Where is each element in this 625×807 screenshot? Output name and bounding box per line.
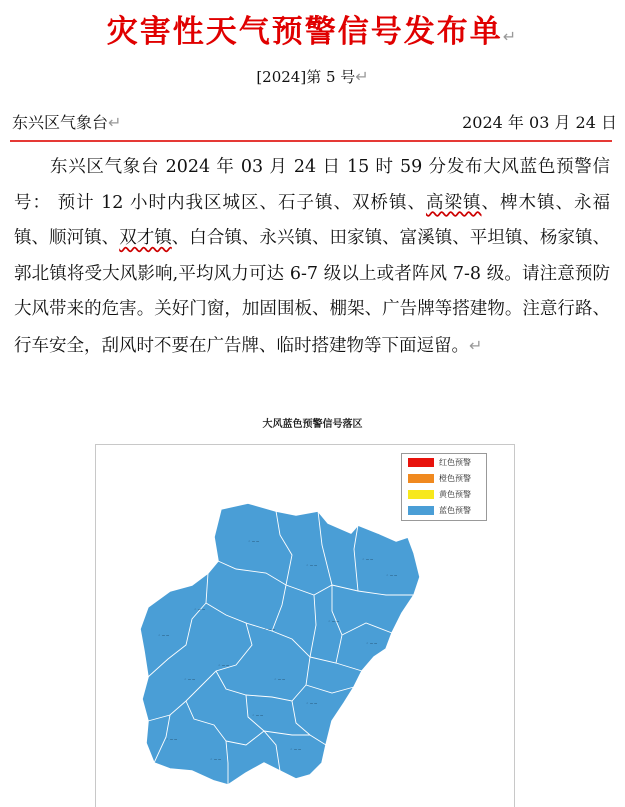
paragraph-mark-icon: ↵	[502, 27, 519, 46]
district-outline	[140, 503, 420, 785]
paragraph-mark-icon: ↵	[108, 113, 122, 132]
legend-item-yellow	[402, 487, 486, 502]
issuer-name: 东兴区气象台↵	[12, 113, 122, 132]
town-label: ◦ ─ ─	[264, 628, 275, 633]
town-label: ◦ ─ ─	[328, 620, 339, 625]
town-label: ◦ ─ ─	[194, 608, 205, 613]
town-label: ◦ ─ ─	[210, 758, 221, 763]
town-label: ◦ ─ ─	[306, 564, 317, 569]
legend-label-red: 红色预警	[439, 458, 471, 467]
town-label: ◦ ─ ─	[274, 678, 285, 683]
issue-date: 2024 年 03 月 24 日	[462, 113, 617, 132]
town-label: ◦ ─ ─	[290, 748, 301, 753]
town-spellcheck-a: 高梁镇	[425, 192, 482, 213]
map-title: 大风蓝色预警信号落区	[262, 419, 363, 430]
town-label: ◦ ─ ─	[366, 642, 377, 647]
legend-label-yellow: 黄色预警	[439, 490, 471, 499]
legend-swatch-yellow	[408, 490, 434, 499]
document-title: 灾害性天气预警信号发布单↵	[106, 14, 519, 50]
legend-item-orange	[402, 471, 486, 486]
legend-swatch-orange	[408, 474, 434, 483]
town-label: ◦ ─ ─	[158, 634, 169, 639]
legend-swatch-blue	[408, 506, 434, 515]
warning-area-map	[95, 444, 515, 807]
header-divider	[10, 140, 612, 142]
paragraph-mark-icon: ↵	[355, 67, 369, 86]
legend-label-blue: 蓝色预警	[439, 506, 471, 515]
legend-item-blue	[402, 503, 486, 518]
town-label: ◦ ─ ─	[248, 540, 259, 545]
town-label: ◦ ─ ─	[218, 664, 229, 669]
paragraph-mark-icon: ↵	[469, 335, 483, 355]
town-spellcheck-b: 双才镇	[119, 228, 172, 248]
document-number: [2024]第 5 号↵	[256, 67, 369, 86]
legend-item-red	[402, 455, 486, 470]
town-label: ◦ ─ ─	[184, 678, 195, 683]
legend-label-orange: 橙色预警	[439, 474, 471, 483]
legend-swatch-red	[408, 458, 434, 467]
town-label: ◦ ─ ─	[166, 738, 177, 743]
town-label: ◦ ─ ─	[306, 702, 317, 707]
town-label: ◦ ─ ─	[252, 714, 263, 719]
warning-body-text: 东兴区气象台 2024 年 03 月 24 日 15 时 59 分发布大风蓝色预警信号： 预计 12 小时内我区城区、石子镇、双桥镇、高梁镇、椑木镇、永福镇、顺河镇、双才镇、白合镇、永兴镇、田家镇、富溪镇、平坦镇、杨家镇、郭北镇将受大风影响,平均风力可达 6-7 级以上或者阵风 7-8 级。请注意预防大风带来的危害。关好门窗，加固围板、棚架、广告牌等搭建物。注意行路、行车安全，刮风时不要在广告牌、临时搭建物等下面逗留。↵	[14, 157, 611, 356]
town-label: ◦ ─ ─	[386, 574, 397, 579]
town-label: ◦ ─ ─	[362, 558, 373, 563]
map-legend	[401, 453, 487, 521]
